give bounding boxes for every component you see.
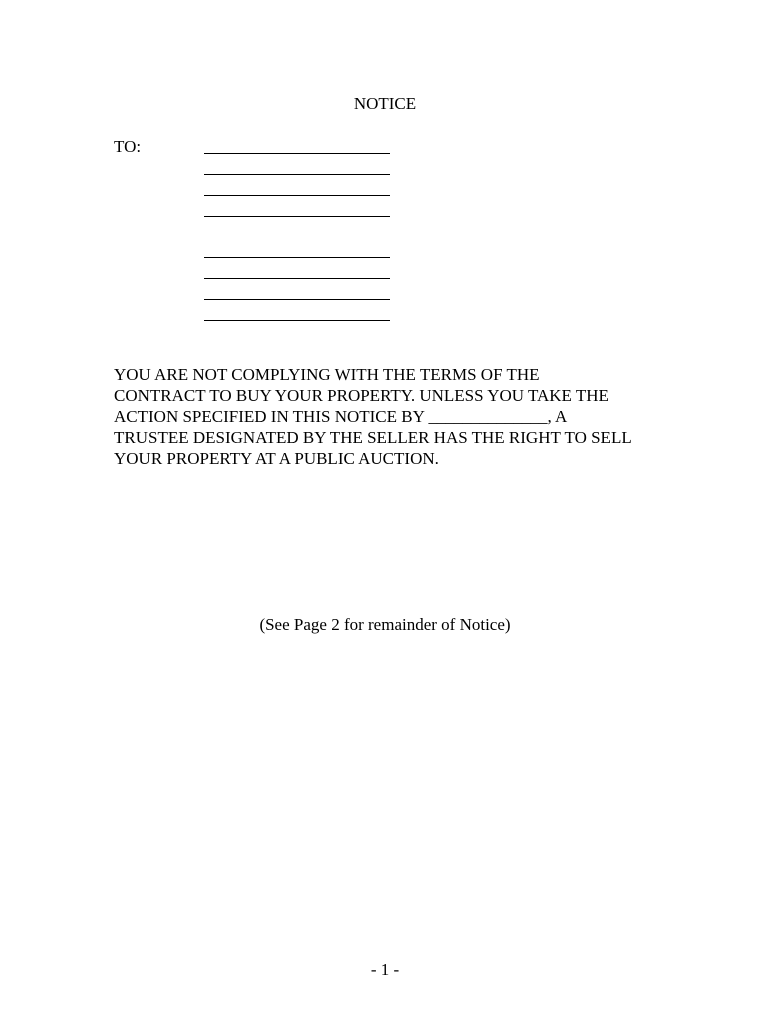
recipient-2-line-3[interactable]: [204, 299, 390, 300]
body-line: TRUSTEE DESIGNATED BY THE SELLER HAS THE RIGHT TO SELL: [114, 428, 632, 447]
notice-title: NOTICE: [353, 94, 417, 113]
page-number: - 1 -: [370, 960, 400, 979]
body-line: ACTION SPECIFIED IN THIS NOTICE BY ______________, A: [114, 407, 568, 426]
recipient-1-line-2[interactable]: [204, 174, 390, 175]
recipient-2-line-4[interactable]: [204, 320, 390, 321]
body-line: CONTRACT TO BUY YOUR PROPERTY. UNLESS YOU TAKE THE: [114, 386, 609, 405]
body-line: YOU ARE NOT COMPLYING WITH THE TERMS OF THE: [114, 365, 540, 384]
recipient-1-line-4[interactable]: [204, 216, 390, 217]
recipient-1-line-3[interactable]: [204, 195, 390, 196]
recipient-2-line-1[interactable]: [204, 257, 390, 258]
see-page-note: (See Page 2 for remainder of Notice): [259, 615, 511, 634]
body-line: YOUR PROPERTY AT A PUBLIC AUCTION.: [114, 449, 439, 468]
to-label: TO:: [114, 137, 142, 156]
notice-body: [114, 364, 674, 469]
recipient-1-line-1[interactable]: [204, 153, 390, 154]
recipient-2-line-2[interactable]: [204, 278, 390, 279]
